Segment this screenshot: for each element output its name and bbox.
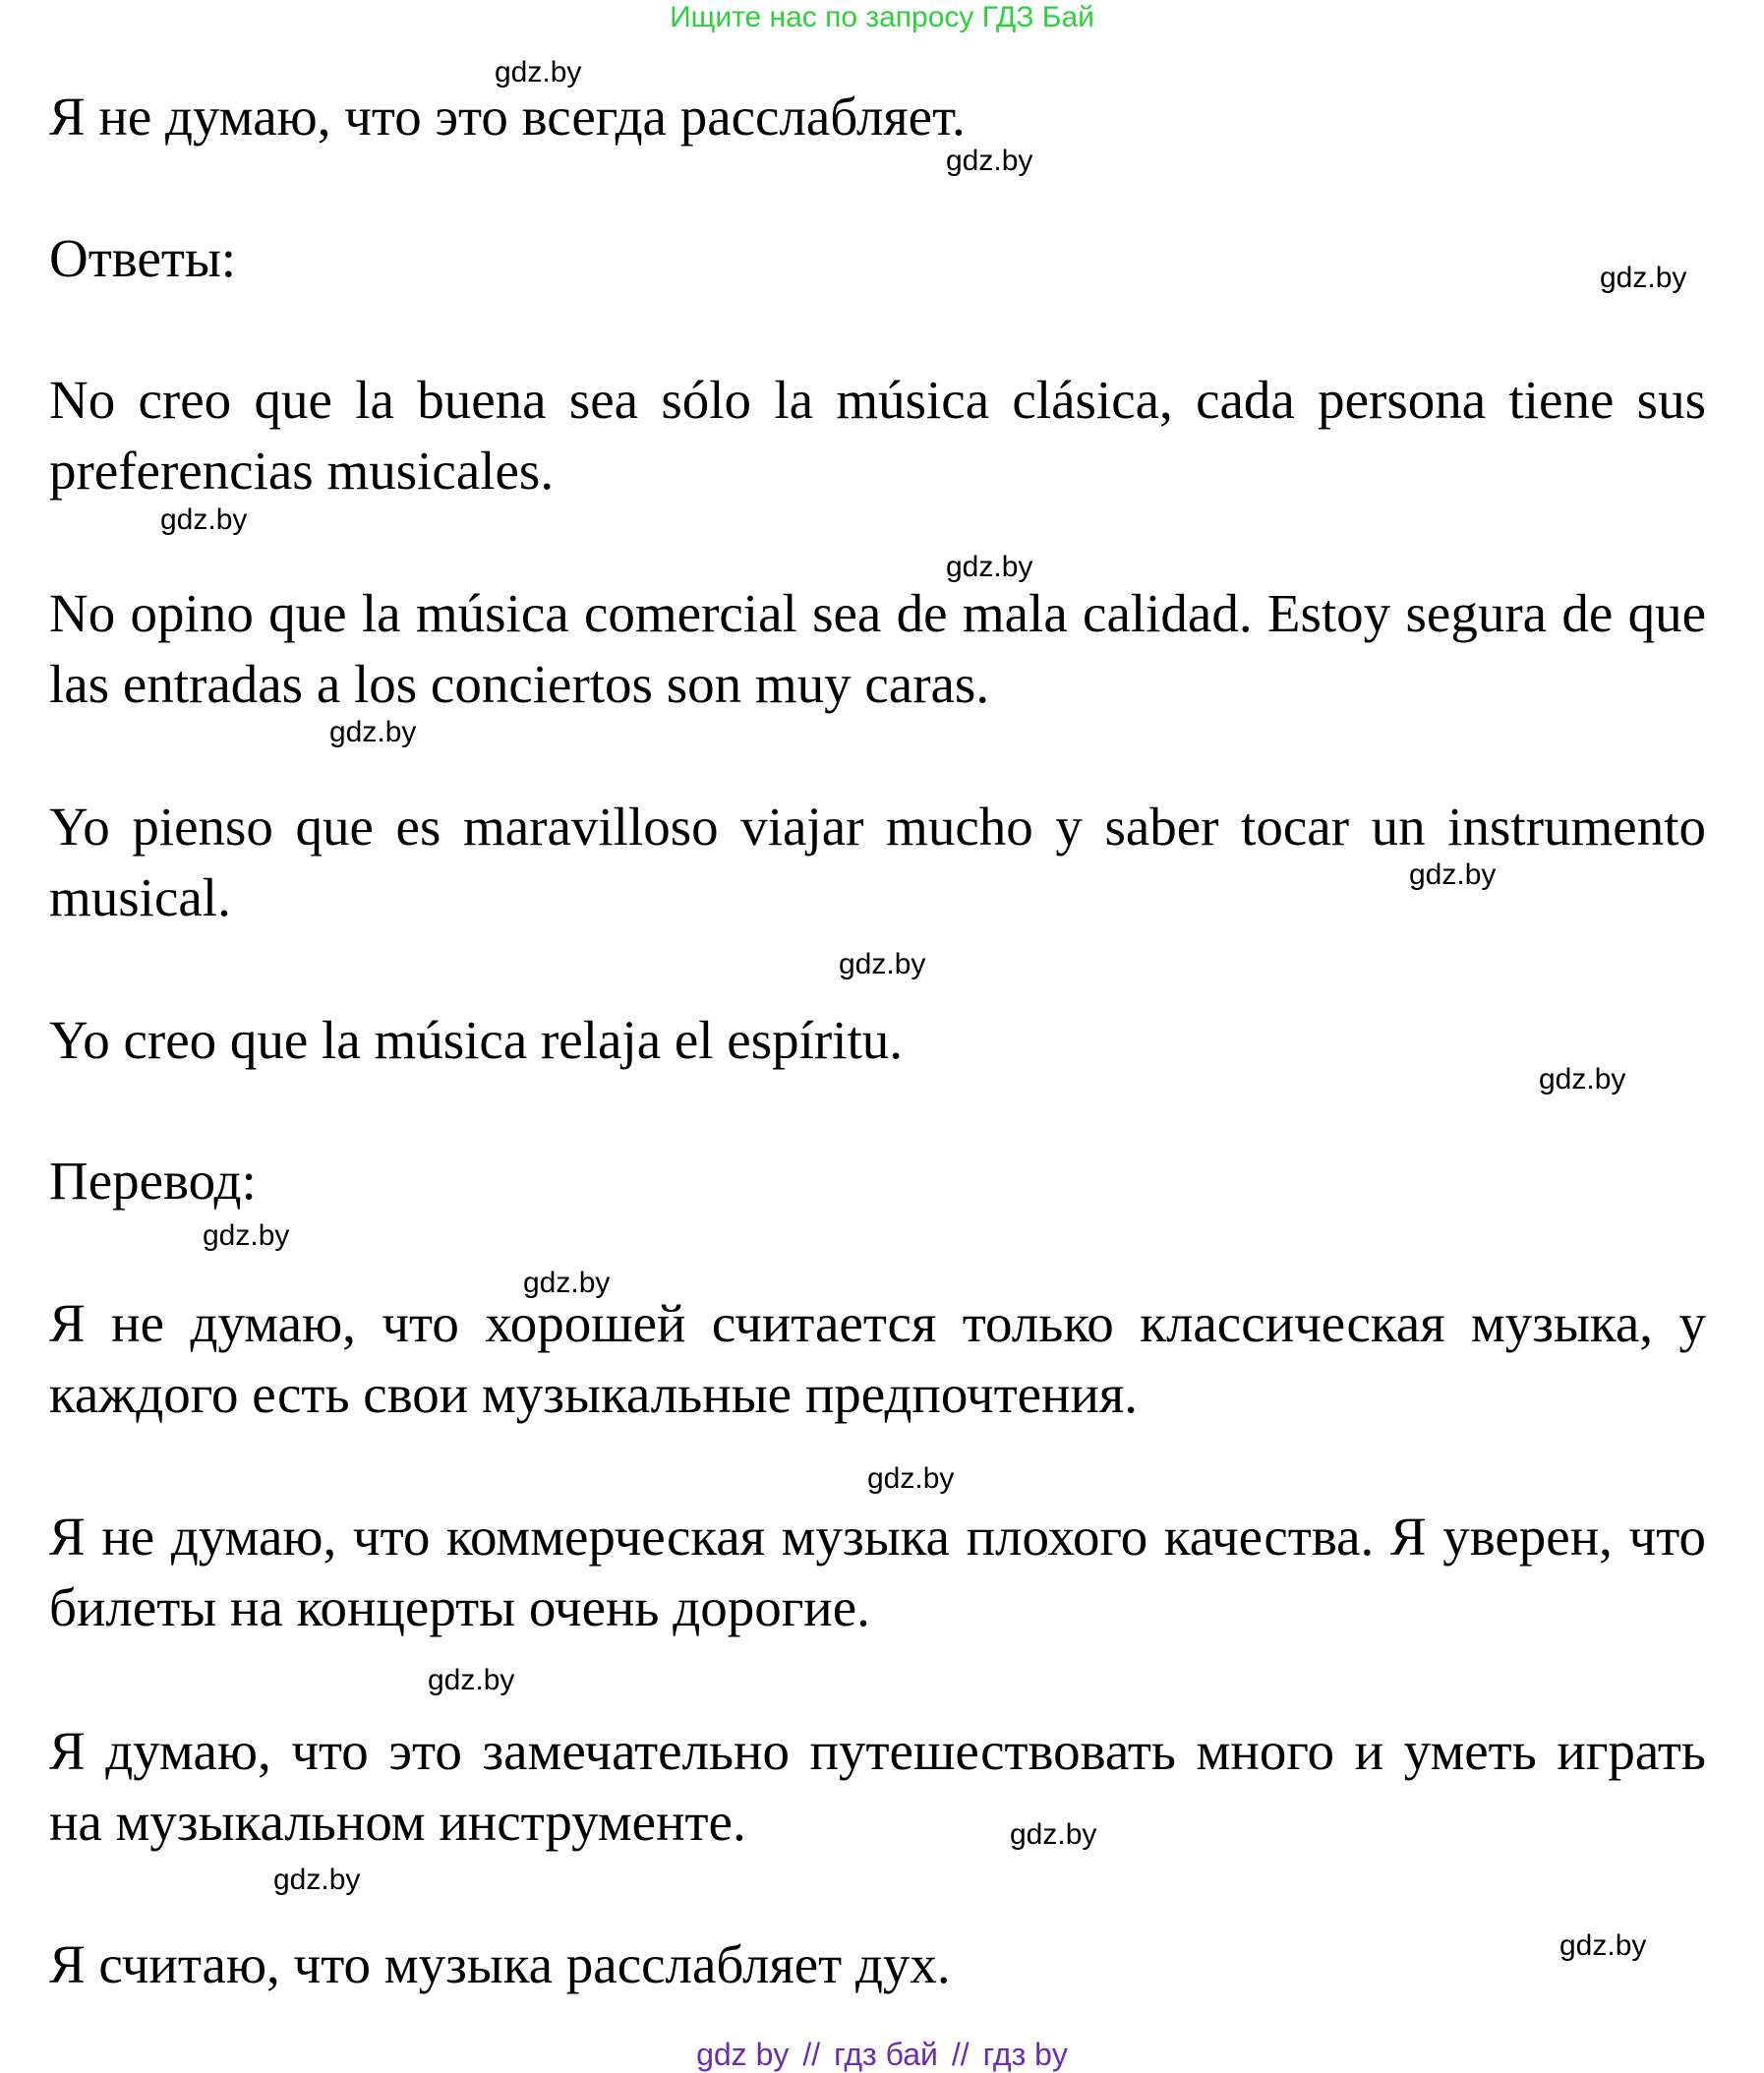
watermark: gdz.by <box>203 1219 290 1252</box>
watermark: gdz.by <box>1409 859 1497 891</box>
translation-item-4: Я считаю, что музыка расслабляет дух. <box>49 1934 951 1994</box>
watermark: gdz.by <box>329 716 417 748</box>
intro-line: Я не думаю, что это всегда расслабляет. <box>49 87 966 147</box>
watermark: gdz.by <box>523 1267 611 1299</box>
watermark: gdz.by <box>867 1462 955 1495</box>
footer-separator: // <box>802 2037 821 2072</box>
watermark: gdz.by <box>839 948 926 980</box>
watermark: gdz.by <box>1010 1818 1097 1851</box>
footer-link-gdz-by-cyr[interactable]: гдз by <box>982 2037 1068 2072</box>
watermark: gdz.by <box>1559 1929 1647 1962</box>
translation-item-1: Я не думаю, что хорошей считается только классическая музыка, у каждого есть свои музыкальные предпочтения. <box>49 1293 1706 1424</box>
footer-separator: // <box>951 2037 970 2072</box>
search-hint-link[interactable]: Ищите нас по запросу ГДЗ Бай <box>670 1 1094 33</box>
watermark: gdz.by <box>428 1664 515 1696</box>
translation-heading: Перевод: <box>49 1151 257 1211</box>
translation-item-2: Я не думаю, что коммерческая музыка плохого качества. Я уверен, что билеты на концерты очень дорогие. <box>49 1507 1706 1637</box>
footer-link-gdz-bai[interactable]: гдз бай <box>834 2037 938 2072</box>
watermark: gdz.by <box>273 1864 361 1896</box>
watermark: gdz.by <box>160 503 248 536</box>
watermark: gdz.by <box>1600 262 1687 294</box>
watermark: gdz.by <box>946 145 1033 177</box>
watermark: gdz.by <box>495 56 582 89</box>
answer-item-3: Yo pienso que es maravilloso viajar mucho y saber tocar un instrumento musical. <box>49 797 1706 927</box>
watermark: gdz.by <box>946 551 1033 583</box>
translation-item-3: Я думаю, что это замечательно путешествовать много и уметь играть на музыкальном инструменте. <box>49 1721 1706 1852</box>
answers-heading: Ответы: <box>49 228 237 288</box>
footer-links <box>0 2036 1764 2073</box>
watermark: gdz.by <box>1539 1063 1626 1096</box>
answer-item-1: No creo que la buena sea sólo la música clásica, cada persona tiene sus preferencias musicales. <box>49 370 1706 501</box>
answer-item-4: Yo creo que la música relaja el espíritu. <box>49 1010 904 1070</box>
footer-link-gdz-by[interactable]: gdz by <box>696 2037 790 2072</box>
answer-item-2: No opino que la música comercial sea de mala calidad. Estoy segura de que las entradas a los conciertos son muy caras. <box>49 583 1706 714</box>
